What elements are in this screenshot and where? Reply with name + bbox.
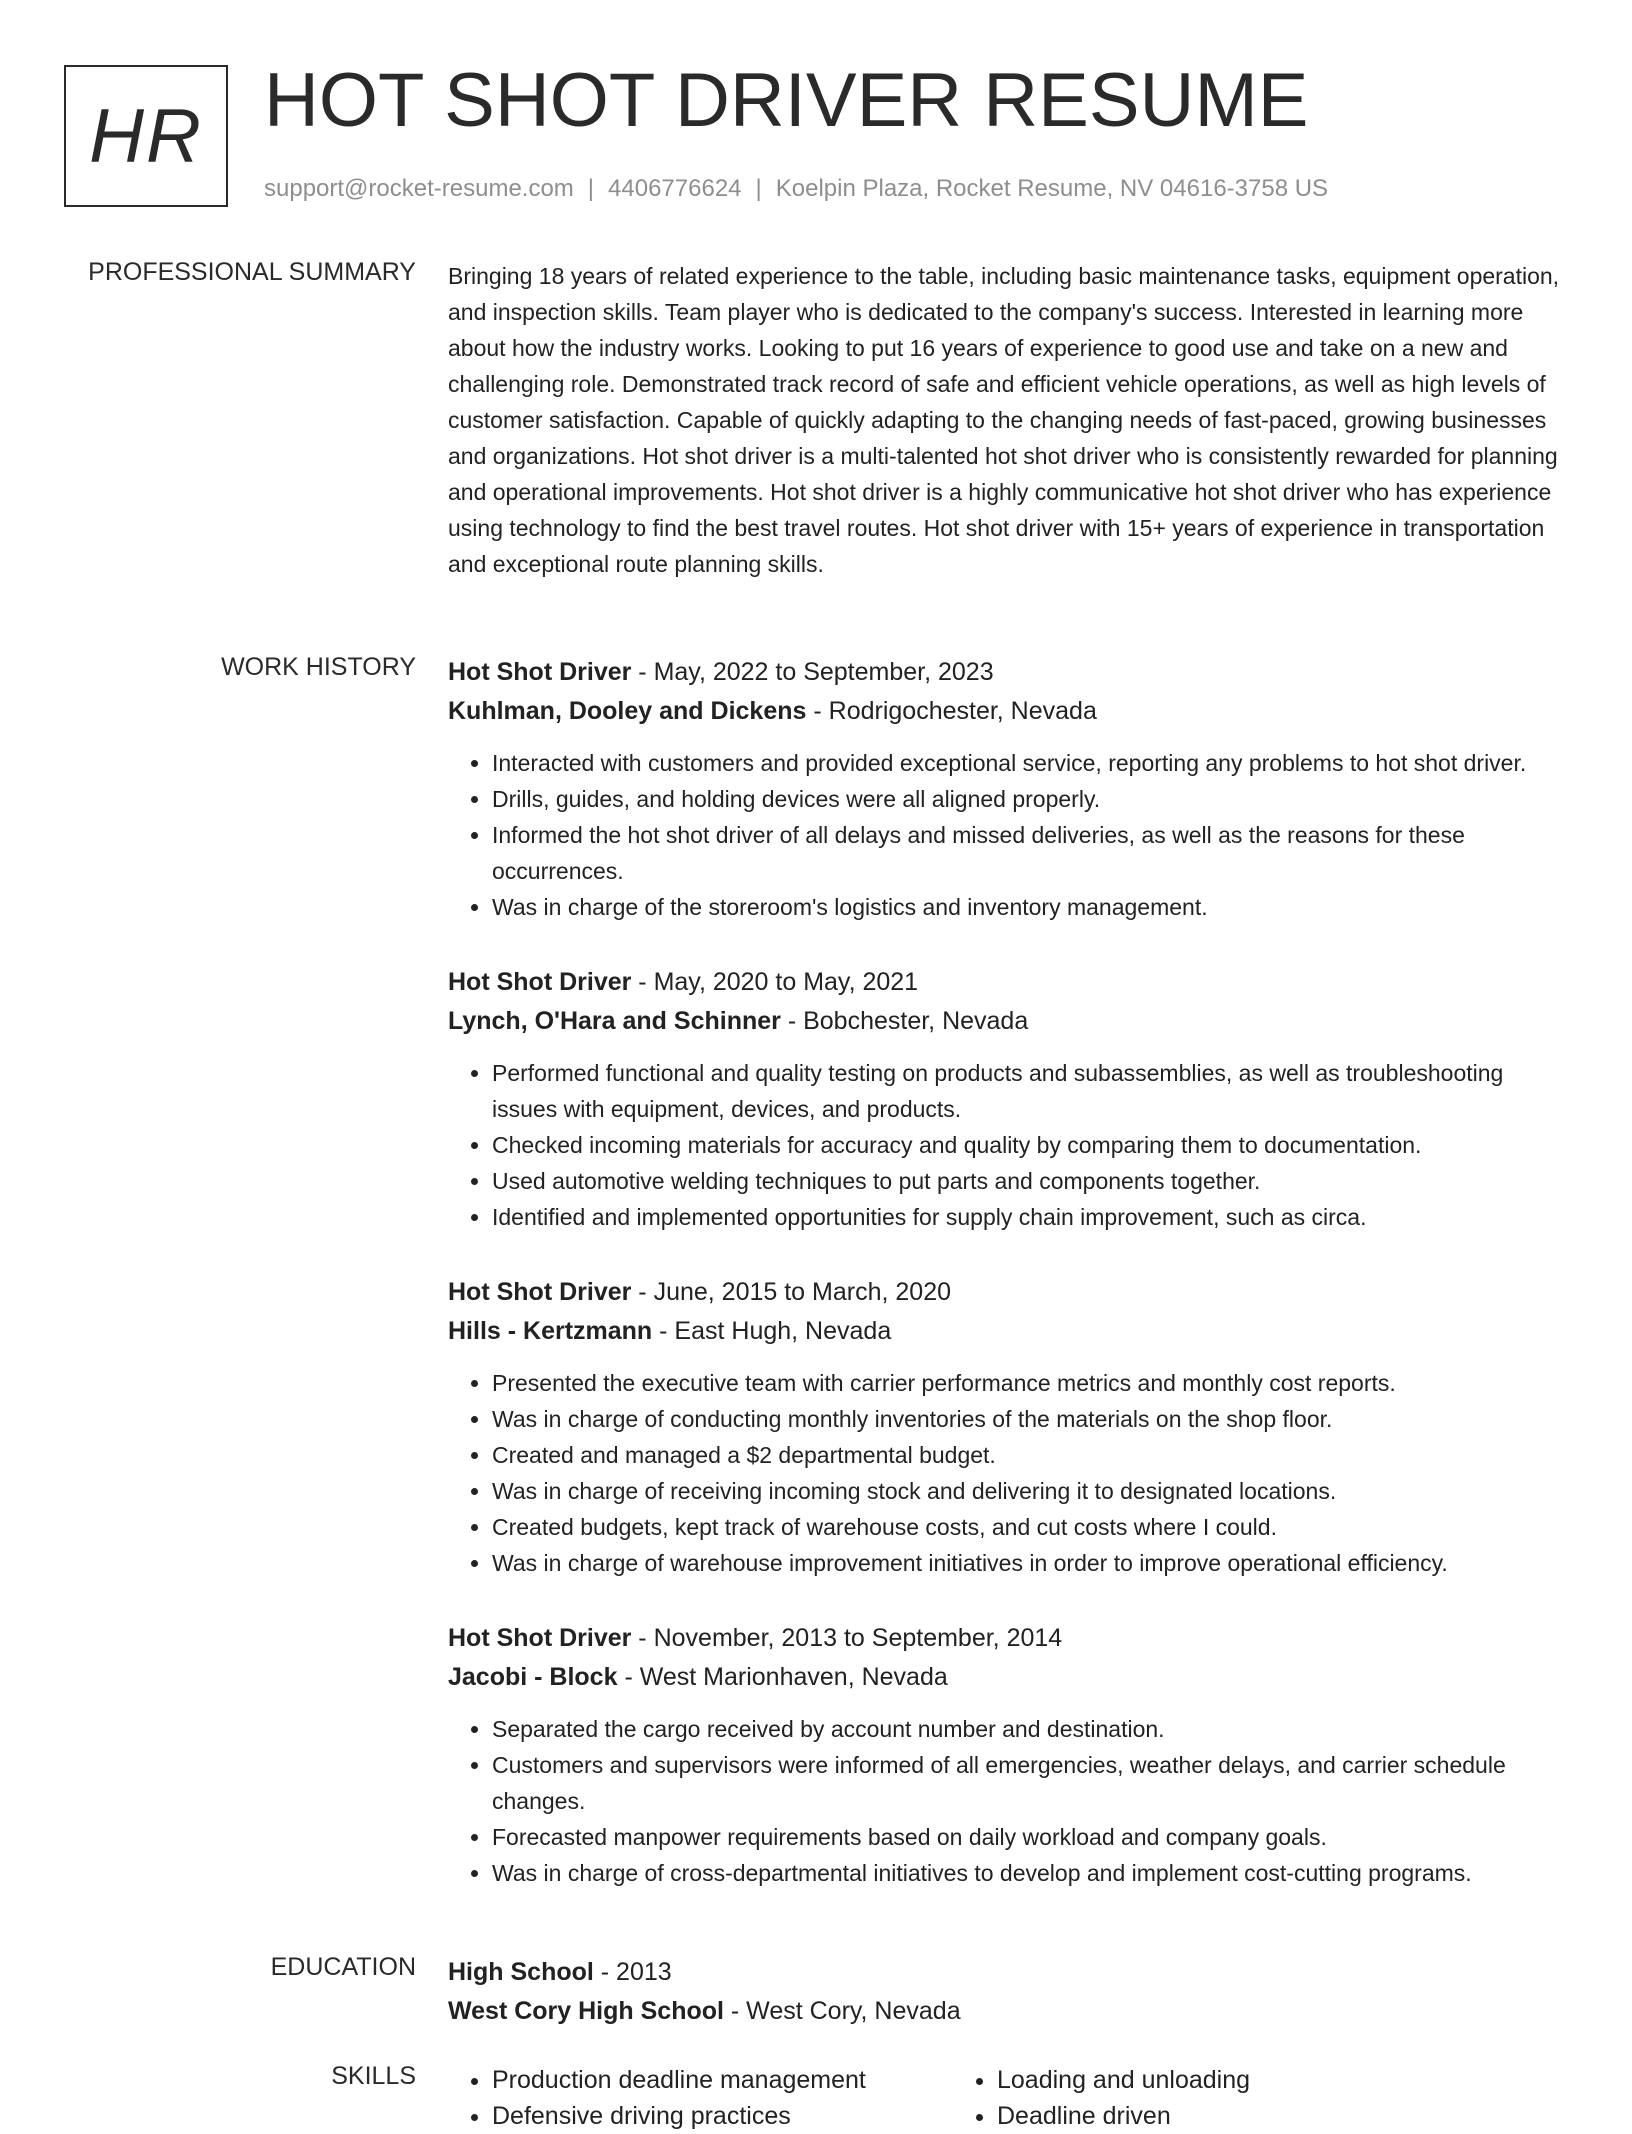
job-company-line — [448, 692, 1568, 731]
education-school: West Cory High School — [448, 1997, 724, 2025]
job-bullet: • Used automotive welding techniques to put parts and components together. — [492, 1163, 1568, 1199]
job-company-line — [448, 1658, 1568, 1697]
job-bullet: • Separated the cargo received by account number and destination. — [492, 1711, 1568, 1747]
skill-item: • Production deadline management — [492, 2062, 953, 2098]
job-entry — [448, 1619, 1568, 1891]
education-year: - 2013 — [593, 1958, 672, 1986]
skill-item: • Defensive driving practices — [492, 2098, 953, 2134]
monogram-box — [64, 65, 228, 207]
job-location: - Rodrigochester, Nevada — [806, 697, 1097, 725]
monogram-initials: HR — [89, 93, 203, 179]
job-dates: - November, 2013 to September, 2014 — [631, 1624, 1063, 1652]
job-company: Lynch, O'Hara and Schinner — [448, 1007, 781, 1035]
job-entry — [448, 1273, 1568, 1581]
skill-item: • Loading and unloading — [997, 2062, 1458, 2098]
skills-list-right — [953, 2062, 1458, 2134]
education-degree-line — [448, 1953, 1568, 1992]
job-bullet: • Performed functional and quality testing on products and subassemblies, as well as troubleshooting issues with equipment, devices, and products. — [492, 1055, 1568, 1127]
skills-list-left — [448, 2062, 953, 2134]
job-bullet: • Was in charge of warehouse improvement initiatives in order to improve operational efficiency. — [492, 1545, 1568, 1581]
job-title-line — [448, 1619, 1568, 1658]
skill-item: • Deadline driven — [997, 2098, 1458, 2134]
section-label-education: EDUCATION — [270, 1953, 416, 1981]
education-location: - West Cory, Nevada — [723, 1997, 961, 2025]
job-bullet: • Customers and supervisors were informed of all emergencies, weather delays, and carrier schedule changes. — [492, 1747, 1568, 1819]
job-bullet: • Checked incoming materials for accuracy and quality by comparing them to documentation. — [492, 1127, 1568, 1163]
work-history-list — [448, 653, 1568, 1929]
job-bullet: • Identified and implemented opportunities for supply chain improvement, such as circa. — [492, 1199, 1568, 1235]
job-bullet: • Interacted with customers and provided exceptional service, reporting any problems to hot shot driver. — [492, 745, 1568, 781]
job-bullets — [448, 745, 1568, 925]
job-title-line — [448, 653, 1568, 692]
job-bullet: • Was in charge of cross-departmental initiatives to develop and implement cost-cutting programs. — [492, 1855, 1568, 1891]
job-company: Jacobi - Block — [448, 1663, 618, 1691]
skills-columns — [448, 2062, 1568, 2134]
job-title-line — [448, 963, 1568, 1002]
job-company: Kuhlman, Dooley and Dickens — [448, 697, 807, 725]
section-label-skills: SKILLS — [331, 2062, 416, 2090]
contact-address: Koelpin Plaza, Rocket Resume, NV 04616-3758 US — [775, 175, 1329, 202]
job-bullets — [448, 1711, 1568, 1891]
contact-phone[interactable]: 4406776624 — [608, 175, 742, 202]
contact-email[interactable]: support@rocket-resume.com — [264, 175, 574, 202]
job-dates: - May, 2022 to September, 2023 — [631, 658, 994, 686]
job-bullet: • Drills, guides, and holding devices were all aligned properly. — [492, 781, 1568, 817]
job-bullets — [448, 1365, 1568, 1581]
job-bullet: • Was in charge of conducting monthly inventories of the materials on the shop floor. — [492, 1401, 1568, 1437]
education-degree: High School — [448, 1958, 594, 1986]
section-label-work-history: WORK HISTORY — [221, 653, 416, 681]
job-location: - East Hugh, Nevada — [652, 1317, 892, 1345]
job-bullets — [448, 1055, 1568, 1235]
job-title: Hot Shot Driver — [448, 968, 632, 996]
job-entry — [448, 653, 1568, 925]
job-location: - West Marionhaven, Nevada — [617, 1663, 948, 1691]
contact-separator: | — [587, 175, 595, 202]
job-title: Hot Shot Driver — [448, 1278, 632, 1306]
job-title: Hot Shot Driver — [448, 658, 632, 686]
job-bullet: • Created and managed a $2 departmental budget. — [492, 1437, 1568, 1473]
job-dates: - June, 2015 to March, 2020 — [631, 1278, 952, 1306]
resume-title: HOT SHOT DRIVER RESUME — [264, 58, 1309, 143]
job-dates: - May, 2020 to May, 2021 — [631, 968, 919, 996]
job-bullet: • Created budgets, kept track of warehouse costs, and cut costs where I could. — [492, 1509, 1568, 1545]
job-entry — [448, 963, 1568, 1235]
job-company: Hills - Kertzmann — [448, 1317, 653, 1345]
job-company-line — [448, 1002, 1568, 1041]
job-bullet: • Was in charge of the storeroom's logistics and inventory management. — [492, 889, 1568, 925]
contact-separator: | — [755, 175, 762, 202]
job-bullet: • Forecasted manpower requirements based on daily workload and company goals. — [492, 1819, 1568, 1855]
job-location: - Bobchester, Nevada — [780, 1007, 1029, 1035]
job-company-line — [448, 1312, 1568, 1351]
job-bullet: • Presented the executive team with carrier performance metrics and monthly cost reports. — [492, 1365, 1568, 1401]
job-title-line — [448, 1273, 1568, 1312]
education-school-line — [448, 1992, 1568, 2031]
job-bullet: • Was in charge of receiving incoming stock and delivering it to designated locations. — [492, 1473, 1568, 1509]
section-label-summary: PROFESSIONAL SUMMARY — [88, 258, 416, 286]
summary-text: Bringing 18 years of related experience to the table, including basic maintenance tasks, equipment operation, and inspection skills. Team player who is dedicated to the company's success. Interested in learning more about how the industry works. Looking to put 16 years of experience to good use and take on a new and challenging role. Demonstrated track record of safe and efficient vehicle operations, as well as high levels of customer satisfaction. Capable of quickly adapting to the changing needs of fast-paced, growing businesses and organizations. Hot shot driver is a multi-talented hot shot driver who is consistently rewarded for planning and operational improvements. Hot shot driver is a highly communicative hot shot driver who has experience using technology to find the best travel routes. Hot shot driver with 15+ years of experience in transportation and exceptional route planning skills. — [448, 263, 1560, 577]
contact-line — [264, 175, 1328, 203]
job-bullet: • Informed the hot shot driver of all delays and missed deliveries, as well as the reasons for these occurrences. — [492, 817, 1568, 889]
job-title: Hot Shot Driver — [448, 1624, 632, 1652]
